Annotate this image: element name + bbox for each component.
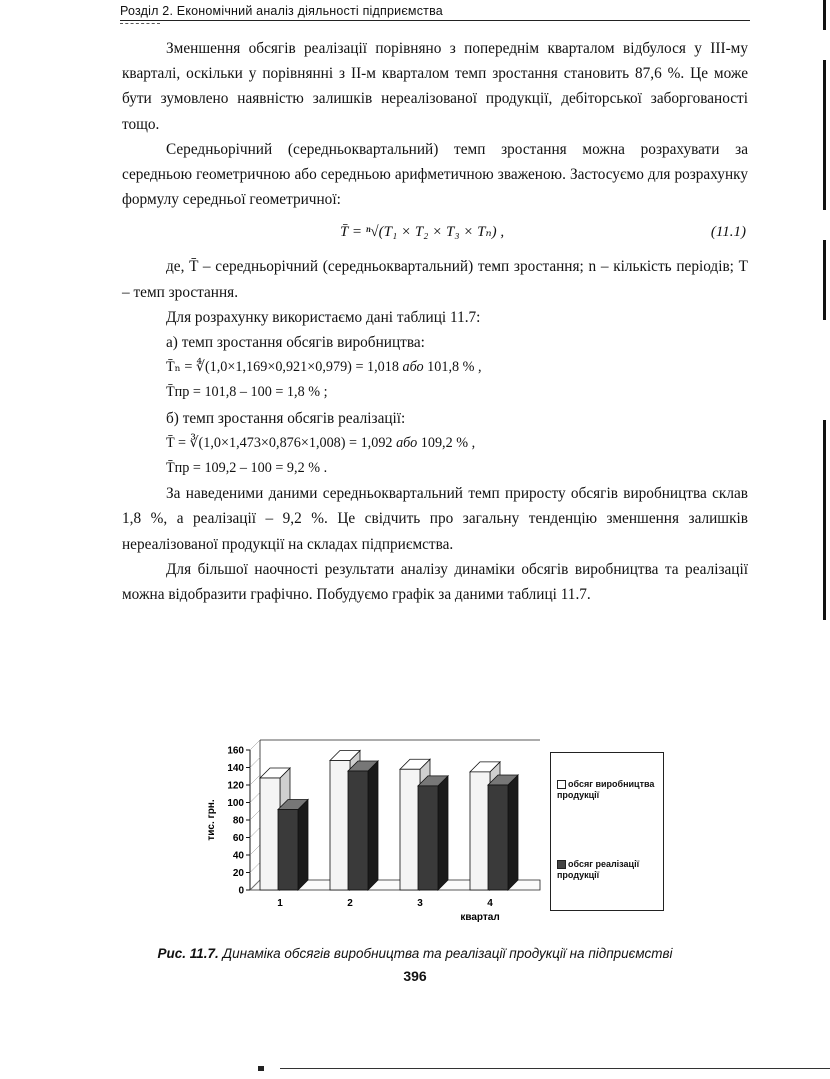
grid-diagonal — [250, 863, 260, 873]
bar-production-q2 — [330, 761, 350, 891]
calc-sales-or: або — [396, 434, 418, 451]
scan-edge-mark — [823, 240, 826, 320]
scan-edge-mark — [823, 420, 826, 620]
grid-diagonal — [250, 810, 260, 820]
bar-sales-q4-side — [508, 775, 518, 890]
chart — [200, 738, 660, 928]
grid-diagonal — [250, 828, 260, 838]
grid-diagonal — [250, 740, 260, 750]
figure-caption-text: Динаміка обсягів виробництва та реалізації продукції на підприємстві — [222, 946, 673, 961]
scan-edge-mark — [823, 60, 826, 210]
bar-sales-q4 — [488, 785, 508, 890]
legend-item-sales — [557, 859, 661, 881]
calc-production-percent: 101,8 % , — [427, 359, 482, 376]
bar-sales-q1-side — [298, 800, 308, 891]
legend-swatch-production — [557, 780, 566, 789]
paragraph-3: де, T̄ – середньорічний (середньоквартальний) темп зростання; n – кількість періодів; T – темп зростання. — [122, 258, 748, 301]
paragraph-5: а) темп зростання обсягів виробництва: — [166, 334, 425, 352]
formula-geometric-mean: T̄ = ⁿ√(T₁ × T₂ × T₃ × Tₙ) , — [340, 224, 505, 241]
x-tick-label: 1 — [277, 898, 283, 909]
figure-caption-label: Рис. 11.7. — [157, 946, 219, 961]
bar-sales-q2-side — [368, 761, 378, 890]
y-axis-label: тис. грн. — [206, 799, 217, 841]
calc-sales-2: T̄пр = 109,2 – 100 = 9,2 % . — [166, 460, 328, 477]
y-tick-label: 160 — [227, 745, 244, 757]
y-tick-label: 100 — [227, 798, 244, 809]
paragraph-6: б) темп зростання обсягів реалізації: — [166, 409, 406, 427]
y-tick-label: 60 — [232, 833, 244, 844]
legend-label-production: обсяг виробництва продукції — [557, 779, 655, 800]
calc-production-1 — [122, 355, 748, 380]
chart-svg — [200, 738, 550, 928]
header-rule — [120, 20, 750, 21]
calc-sales-1 — [122, 431, 748, 456]
x-tick-label: 4 — [487, 898, 493, 909]
page-number: 396 — [403, 968, 427, 984]
y-tick-label: 40 — [232, 850, 244, 862]
paragraph-8: Для більшої наочності результати аналізу динаміки обсягів виробництва та реалізації можна відобразити графічно. Побудуємо графік за даними таблиці 11.7. — [122, 560, 748, 604]
calc-sales-expression: T̄ = ∛(1,0×1,473×0,876×1,008) = 1,092 — [166, 434, 393, 451]
legend-swatch-sales — [557, 860, 566, 869]
footer-mark — [258, 1066, 264, 1071]
body-text — [122, 36, 748, 607]
grid-diagonal — [250, 758, 260, 768]
running-header: Розділ 2. Економічний аналіз діяльності підприємства — [120, 4, 443, 18]
bar-sales-q3-side — [438, 776, 448, 890]
calc-production-expression: T̄ₙ = ∜(1,0×1,169×0,921×0,979) = 1,018 — [166, 359, 399, 376]
scan-edge-mark — [823, 0, 826, 30]
y-tick-label: 80 — [232, 815, 244, 827]
bar-sales-q2 — [348, 771, 368, 890]
y-tick-label: 0 — [238, 885, 244, 897]
x-tick-label: 2 — [347, 898, 353, 909]
figure-caption — [0, 946, 830, 961]
bar-sales-q1 — [278, 810, 298, 891]
grid-diagonal — [250, 775, 260, 785]
paragraph-7: За наведеними даними середньоквартальний темп приросту обсягів виробництва склав 1,8 %, а реалізації – 9,2 %. Це свідчить про загальну тенденцію зменшення залишків нереалізованої продукції на складах підприємства. — [122, 485, 748, 553]
calc-production-or: або — [402, 359, 424, 376]
bar-production-q3 — [400, 769, 420, 890]
formula-number: (11.1) — [710, 224, 746, 241]
bar-production-q1 — [260, 778, 280, 890]
y-tick-label: 140 — [227, 763, 244, 774]
grid-diagonal — [250, 793, 260, 803]
chart-legend — [550, 752, 664, 911]
bar-production-q4 — [470, 772, 490, 890]
legend-item-production — [557, 779, 661, 801]
y-tick-label: 20 — [232, 868, 244, 879]
grid-diagonal — [250, 845, 260, 855]
x-axis-label: квартал — [460, 912, 500, 923]
paragraph-4: Для розрахунку використаємо дані таблиці 11.7: — [166, 308, 481, 326]
formula-row — [122, 212, 748, 254]
legend-label-sales: обсяг реалізації продукції — [557, 859, 640, 880]
footer-rule — [280, 1068, 830, 1069]
y-tick-label: 120 — [227, 780, 244, 792]
calc-production-2: T̄пр = 101,8 – 100 = 1,8 % ; — [166, 384, 328, 401]
paragraph-2: Середньорічний (середньоквартальний) темп зростання можна розрахувати за середньою геометричною або середньою арифметичною зваженою. Застосуємо для розрахунку формулу середньої геометричної: — [122, 140, 748, 209]
header-rule-dashed — [120, 23, 160, 24]
bar-sales-q3 — [418, 786, 438, 890]
x-tick-label: 3 — [417, 898, 423, 909]
calc-sales-percent: 109,2 % , — [420, 434, 476, 451]
paragraph-1: Зменшення обсягів реалізації порівняно з попереднім кварталом відбулося у ІІІ-му кварталі, оскільки у порівнянні з ІІ-м кварталом темп зростання становить 87,6 %. Це може бути зумовлено наявністю залишків нереалізованої продукції, дебіторської заборгованості тощо. — [122, 40, 748, 133]
